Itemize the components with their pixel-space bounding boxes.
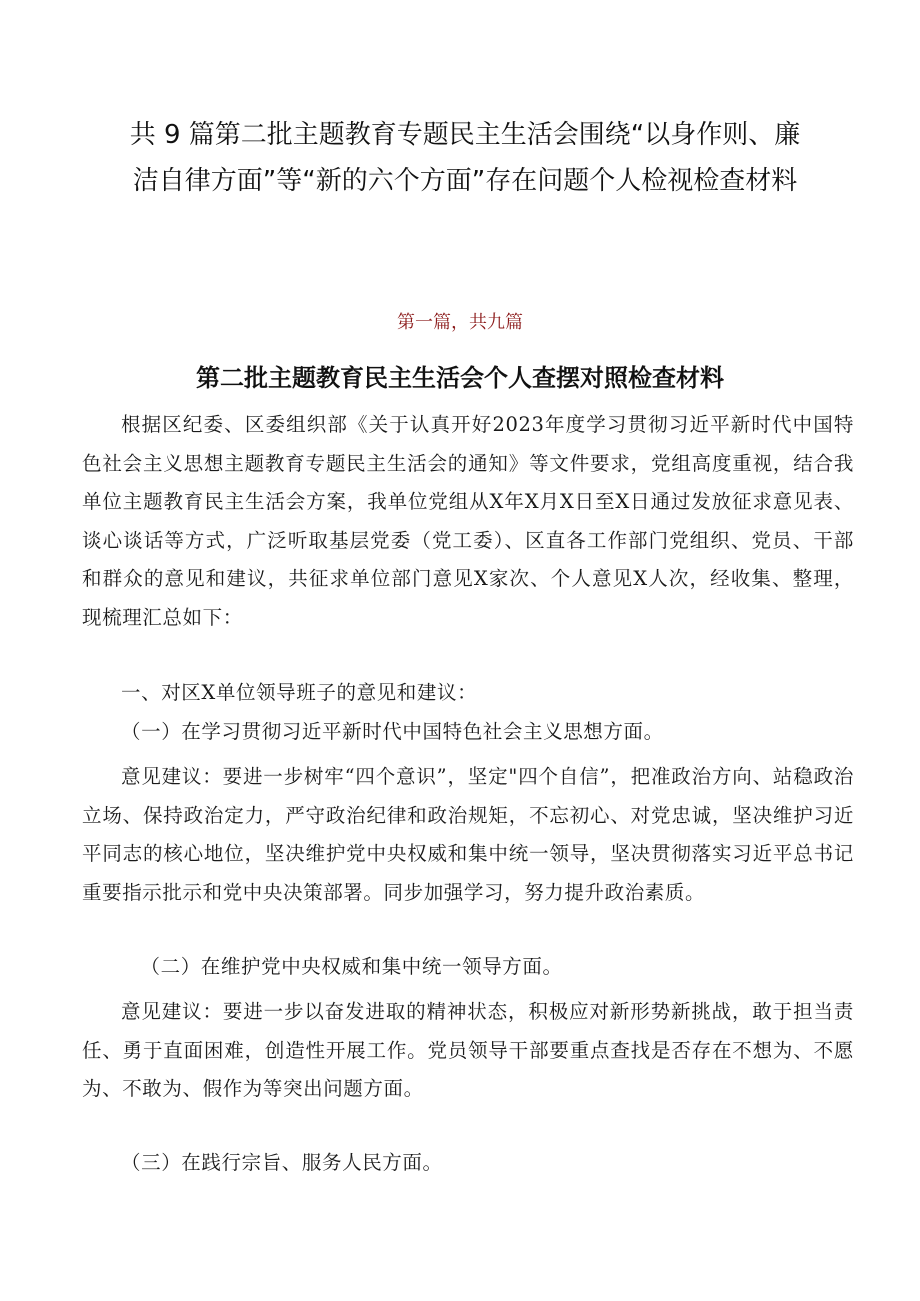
heading-leadership-suggestions: 一、对区X单位领导班子的意见和建议： bbox=[121, 681, 478, 704]
suggestion-paragraph-2: 意见建议：要进一步以奋发进取的精神状态，积极应对新形势新挑战，敢于担当责任、勇于直面困难，创造性开展工作。党员领导干部要重点查找是否存在不想为、不愿为、不敢为、假作为等突出问题方面。 bbox=[82, 1000, 854, 1100]
part-label: 第一篇，共九篇 bbox=[397, 312, 523, 333]
document-title: 共 9 篇第二批主题教育专题民主生活会围绕“以身作则、廉洁自律方面”等“新的六个方面”存在问题个人检视检查材料 bbox=[129, 120, 801, 196]
suggestion-paragraph-1: 意见建议：要进一步树牢“四个意识”，坚定"四个自信”，把准政治方向、站稳政治立场、保持政治定力，严守政治纪律和政治规矩，不忘初心、对党忠诚，坚决维护习近平同志的核心地位，坚决维护党中央权威和集中统一领导，坚决贯彻落实习近平总书记重要指示批示和党中央决策部署。同步加强学习，努力提升政治素质。 bbox=[82, 765, 854, 904]
section-title: 第二批主题教育民主生活会个人查摆对照检查材料 bbox=[196, 364, 724, 392]
intro-paragraph: 根据区纪委、区委组织部《关于认真开好2023年度学习贯彻习近平新时代中国特色社会主义思想主题教育专题民主生活会的通知》等文件要求，党组高度重视，结合我单位主题教育民主生活会方案，我单位党组从X年X月X日至X日通过发放征求意见表、谈心谈话等方式，广泛听取基层党委（党工委）、区直各工作部门党组织、党员、干部和群众的意见和建议，共征求单位部门意见X家次、个人意见X人次，经收集、整理，现梳理汇总如下： bbox=[82, 413, 854, 629]
subheading-3: （三）在践行宗旨、服务人民方面。 bbox=[121, 1151, 443, 1174]
subheading-2: （二）在维护党中央权威和集中统一领导方面。 bbox=[140, 955, 563, 978]
subheading-1: （一）在学习贯彻习近平新时代中国特色社会主义思想方面。 bbox=[121, 720, 664, 743]
